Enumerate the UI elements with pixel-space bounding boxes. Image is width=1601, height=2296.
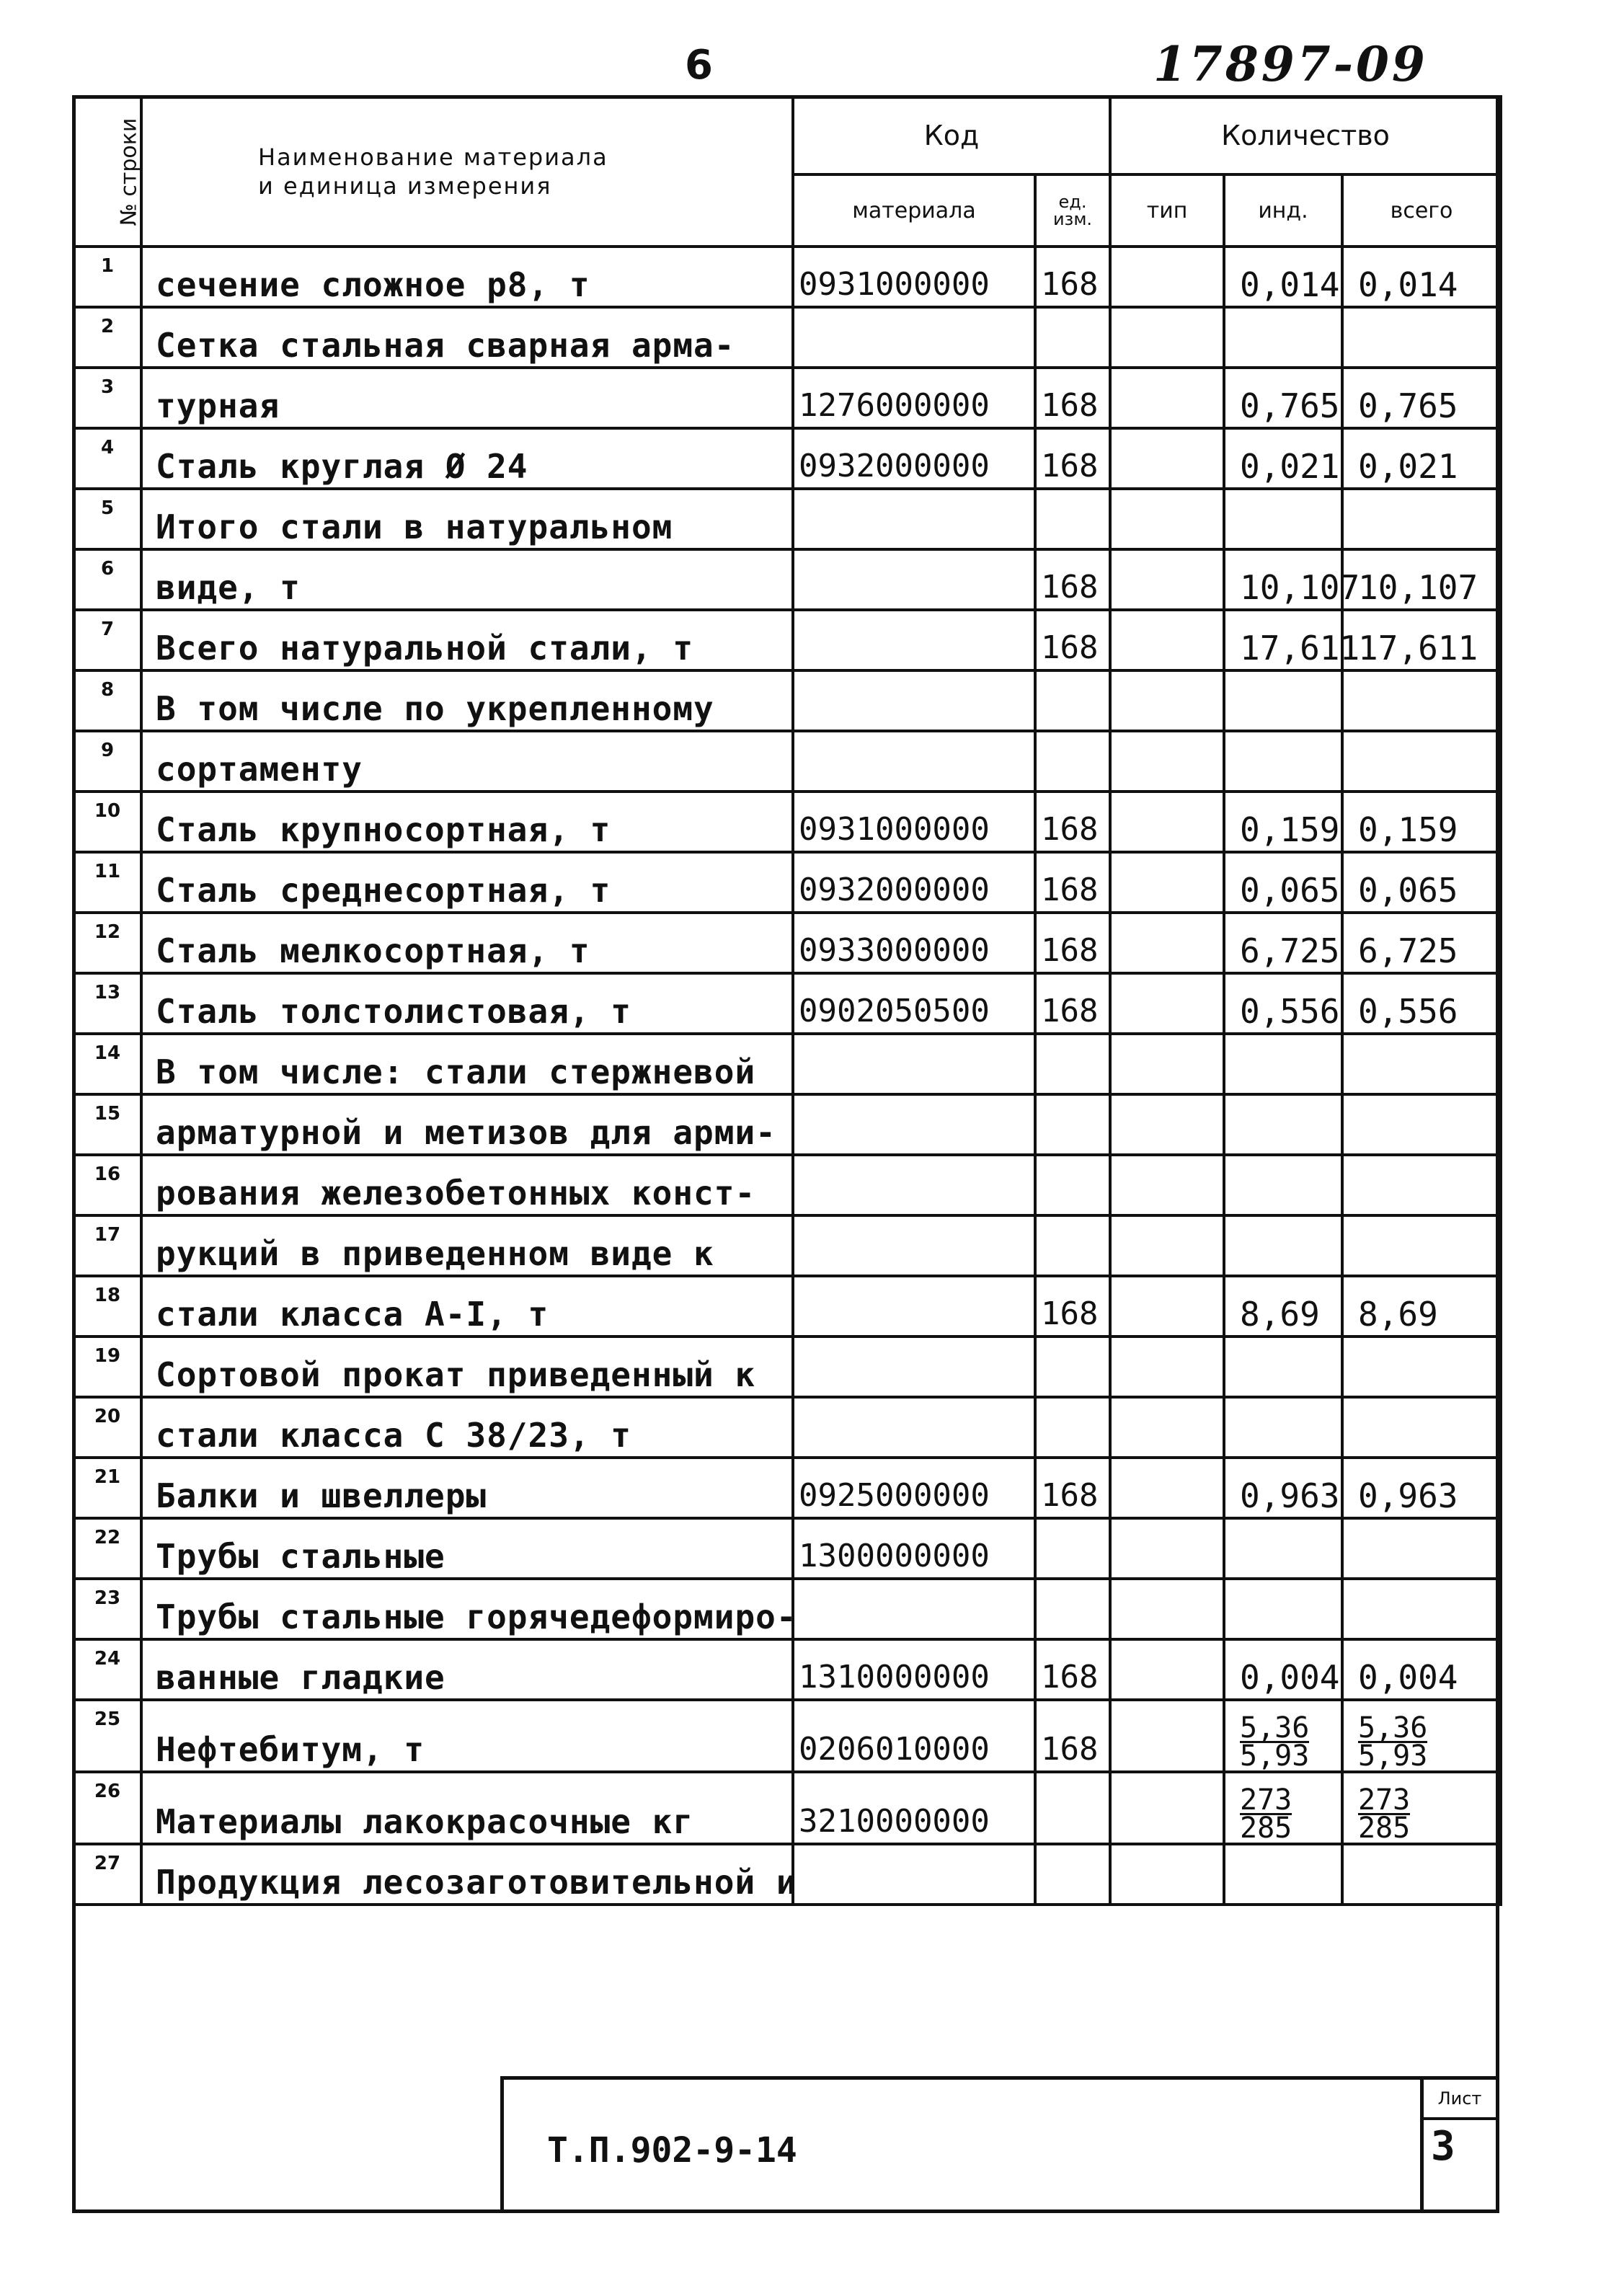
qty-ind-cell xyxy=(1224,1215,1342,1276)
unit-code-cell xyxy=(1035,1094,1110,1155)
unit-code-cell xyxy=(1035,1034,1110,1094)
unit-code-cell xyxy=(1035,1215,1110,1276)
qty-total-cell xyxy=(1342,670,1501,731)
material-code-cell xyxy=(793,1579,1035,1639)
material-name-cell: ванные гладкие xyxy=(141,1639,793,1700)
table-row xyxy=(74,1155,1501,1215)
row-number-cell: 12 xyxy=(74,913,141,973)
qty-total-cell xyxy=(1342,1094,1501,1155)
row-number-cell: 11 xyxy=(74,852,141,913)
row-number-cell: 24 xyxy=(74,1639,141,1700)
document-code: 17897-09 xyxy=(1153,36,1428,92)
qty-total-cell xyxy=(1342,489,1501,549)
qty-ind-cell xyxy=(1224,1034,1342,1094)
qty-ind-cell xyxy=(1224,1337,1342,1397)
material-code-cell xyxy=(793,1844,1035,1905)
table-row xyxy=(74,1337,1501,1397)
material-code-cell: 0902050500 xyxy=(793,973,1035,1034)
material-code-cell xyxy=(793,549,1035,610)
qty-type-cell xyxy=(1110,1397,1224,1458)
qty-total-cell xyxy=(1342,1034,1501,1094)
table-row xyxy=(74,1772,1501,1844)
table-row xyxy=(74,368,1501,428)
qty-type-cell xyxy=(1110,913,1224,973)
qty-ind-cell xyxy=(1224,1518,1342,1579)
material-name-cell: стали класса А-I, т xyxy=(141,1276,793,1337)
material-code-cell: 0932000000 xyxy=(793,852,1035,913)
table-row xyxy=(74,1518,1501,1579)
qty-total-cell xyxy=(1342,1397,1501,1458)
qty-total-cell: 0,014 xyxy=(1342,247,1501,307)
material-name-cell: Сталь круглая Ø 24 xyxy=(141,428,793,489)
qty-total-cell: 0,004 xyxy=(1342,1639,1501,1700)
qty-total-cell xyxy=(1342,731,1501,792)
table-row xyxy=(74,610,1501,670)
row-number-cell: 18 xyxy=(74,1276,141,1337)
qty-type-cell xyxy=(1110,1337,1224,1397)
header-qty-ind: инд. xyxy=(1224,174,1342,247)
row-number-cell: 15 xyxy=(74,1094,141,1155)
row-number-cell: 1 xyxy=(74,247,141,307)
material-code-cell: 1276000000 xyxy=(793,368,1035,428)
unit-code-cell: 168 xyxy=(1035,1458,1110,1518)
qty-ind-cell xyxy=(1224,1155,1342,1215)
unit-code-cell xyxy=(1035,1844,1110,1905)
qty-type-cell xyxy=(1110,1276,1224,1337)
header-row-number: № строки xyxy=(74,97,141,247)
qty-total-cell: 0,963 xyxy=(1342,1458,1501,1518)
qty-ind-cell: 8,69 xyxy=(1224,1276,1342,1337)
material-code-cell: 3210000000 xyxy=(793,1772,1035,1844)
qty-ind-cell xyxy=(1224,489,1342,549)
qty-type-cell xyxy=(1110,731,1224,792)
qty-ind-cell: 0,963 xyxy=(1224,1458,1342,1518)
material-name-cell: Сетка стальная сварная арма- xyxy=(141,307,793,368)
sheet-box xyxy=(1420,2080,1496,2211)
material-code-cell: 0932000000 xyxy=(793,428,1035,489)
header-material-name: Наименование материала и единица измерения xyxy=(141,97,793,247)
material-name-cell: Итого стали в натуральном xyxy=(141,489,793,549)
material-code-cell xyxy=(793,610,1035,670)
qty-ind-cell: 0,556 xyxy=(1224,973,1342,1034)
qty-total-cell xyxy=(1342,1579,1501,1639)
material-code-cell xyxy=(793,1155,1035,1215)
unit-code-cell: 168 xyxy=(1035,792,1110,852)
material-name-cell: турная xyxy=(141,368,793,428)
qty-type-cell xyxy=(1110,307,1224,368)
material-name-cell: В том числе: стали стержневой xyxy=(141,1034,793,1094)
qty-type-cell xyxy=(1110,1155,1224,1215)
qty-total-cell xyxy=(1342,1518,1501,1579)
material-name-cell: Трубы стальные горячедеформиро- xyxy=(141,1579,793,1639)
unit-code-cell xyxy=(1035,670,1110,731)
header-qty-type: тип xyxy=(1110,174,1224,247)
material-name-cell: рования железобетонных конст- xyxy=(141,1155,793,1215)
qty-ind-cell xyxy=(1224,731,1342,792)
row-number-cell: 4 xyxy=(74,428,141,489)
unit-code-cell: 168 xyxy=(1035,913,1110,973)
unit-code-cell: 168 xyxy=(1035,973,1110,1034)
material-code-cell: 0931000000 xyxy=(793,247,1035,307)
row-number-cell: 17 xyxy=(74,1215,141,1276)
material-code-cell xyxy=(793,1034,1035,1094)
qty-total-cell xyxy=(1342,1155,1501,1215)
row-number-cell: 8 xyxy=(74,670,141,731)
material-code-cell xyxy=(793,1397,1035,1458)
material-name-cell: Продукция лесозаготовительной и xyxy=(141,1844,793,1905)
row-number-cell: 6 xyxy=(74,549,141,610)
qty-type-cell xyxy=(1110,1094,1224,1155)
row-number-cell: 21 xyxy=(74,1458,141,1518)
material-code-cell xyxy=(793,1337,1035,1397)
qty-type-cell xyxy=(1110,1700,1224,1772)
material-name-cell: Всего натуральной стали, т xyxy=(141,610,793,670)
table-row xyxy=(74,973,1501,1034)
material-name-cell: сортаменту xyxy=(141,731,793,792)
qty-ind-cell xyxy=(1224,1397,1342,1458)
row-number-cell: 9 xyxy=(74,731,141,792)
material-name-cell: Сталь крупносортная, т xyxy=(141,792,793,852)
table-row xyxy=(74,1215,1501,1276)
qty-total-cell: 10,107 xyxy=(1342,549,1501,610)
material-name-cell: Балки и швеллеры xyxy=(141,1458,793,1518)
material-name-cell: Нефтебитум, т xyxy=(141,1700,793,1772)
qty-type-cell xyxy=(1110,792,1224,852)
qty-ind-cell: 6,725 xyxy=(1224,913,1342,973)
unit-code-cell: 168 xyxy=(1035,610,1110,670)
table-row xyxy=(74,731,1501,792)
unit-code-cell: 168 xyxy=(1035,428,1110,489)
table-row xyxy=(74,1094,1501,1155)
qty-ind-cell: $\frac{273}{285}$ xyxy=(1224,1772,1342,1844)
row-number-cell: 27 xyxy=(74,1844,141,1905)
table-row xyxy=(74,1034,1501,1094)
table-row xyxy=(74,913,1501,973)
row-number-cell: 10 xyxy=(74,792,141,852)
qty-ind-cell xyxy=(1224,1579,1342,1639)
unit-code-cell: 168 xyxy=(1035,247,1110,307)
material-code-cell: 0931000000 xyxy=(793,792,1035,852)
material-code-cell xyxy=(793,489,1035,549)
table-row xyxy=(74,247,1501,307)
qty-type-cell xyxy=(1110,247,1224,307)
table-row xyxy=(74,670,1501,731)
table-row xyxy=(74,1700,1501,1772)
qty-total-cell: 0,065 xyxy=(1342,852,1501,913)
row-number-cell: 25 xyxy=(74,1700,141,1772)
qty-ind-cell xyxy=(1224,1094,1342,1155)
qty-total-cell: 0,765 xyxy=(1342,368,1501,428)
unit-code-cell xyxy=(1035,489,1110,549)
sheet-label: Лист xyxy=(1424,2080,1496,2120)
material-code-cell xyxy=(793,731,1035,792)
unit-code-cell xyxy=(1035,1397,1110,1458)
qty-total-cell: $\frac{5,36}{5,93}$ xyxy=(1342,1700,1501,1772)
header-code-unit: ед. изм. xyxy=(1035,174,1110,247)
qty-total-cell: $\frac{273}{285}$ xyxy=(1342,1772,1501,1844)
qty-type-cell xyxy=(1110,1215,1224,1276)
qty-total-cell xyxy=(1342,1844,1501,1905)
qty-type-cell xyxy=(1110,1518,1224,1579)
qty-ind-cell xyxy=(1224,1844,1342,1905)
unit-code-cell xyxy=(1035,307,1110,368)
row-number-cell: 22 xyxy=(74,1518,141,1579)
materials-table xyxy=(72,95,1502,1906)
qty-ind-cell: 0,159 xyxy=(1224,792,1342,852)
unit-code-cell: 168 xyxy=(1035,1700,1110,1772)
qty-type-cell xyxy=(1110,1772,1224,1844)
table-row xyxy=(74,1639,1501,1700)
qty-total-cell: 0,556 xyxy=(1342,973,1501,1034)
material-name-cell: Сталь толстолистовая, т xyxy=(141,973,793,1034)
qty-type-cell xyxy=(1110,1458,1224,1518)
qty-total-cell: 6,725 xyxy=(1342,913,1501,973)
row-number-cell: 20 xyxy=(74,1397,141,1458)
unit-code-cell: 168 xyxy=(1035,549,1110,610)
row-number-cell: 3 xyxy=(74,368,141,428)
table-row xyxy=(74,1458,1501,1518)
qty-type-cell xyxy=(1110,1639,1224,1700)
qty-ind-cell: 10,107 xyxy=(1224,549,1342,610)
qty-type-cell xyxy=(1110,1034,1224,1094)
qty-ind-cell: 0,014 xyxy=(1224,247,1342,307)
material-code-cell xyxy=(793,1276,1035,1337)
table-row xyxy=(74,1844,1501,1905)
header-code-material: материала xyxy=(793,174,1035,247)
material-code-cell xyxy=(793,307,1035,368)
qty-total-cell: 8,69 xyxy=(1342,1276,1501,1337)
table-row xyxy=(74,852,1501,913)
qty-total-cell xyxy=(1342,307,1501,368)
material-name-cell: арматурной и метизов для арми- xyxy=(141,1094,793,1155)
qty-total-cell: 0,021 xyxy=(1342,428,1501,489)
qty-type-cell xyxy=(1110,549,1224,610)
material-code-cell: 0925000000 xyxy=(793,1458,1035,1518)
qty-ind-cell: 0,021 xyxy=(1224,428,1342,489)
unit-code-cell: 168 xyxy=(1035,1639,1110,1700)
qty-type-cell xyxy=(1110,1579,1224,1639)
row-number-cell: 7 xyxy=(74,610,141,670)
row-number-cell: 2 xyxy=(74,307,141,368)
unit-code-cell: 168 xyxy=(1035,368,1110,428)
material-name-cell: В том числе по укрепленному xyxy=(141,670,793,731)
material-name-cell: Сталь мелкосортная, т xyxy=(141,913,793,973)
unit-code-cell: 168 xyxy=(1035,1276,1110,1337)
qty-type-cell xyxy=(1110,428,1224,489)
table-row xyxy=(74,1276,1501,1337)
qty-total-cell xyxy=(1342,1215,1501,1276)
material-code-cell xyxy=(793,670,1035,731)
qty-ind-cell: 0,065 xyxy=(1224,852,1342,913)
qty-type-cell xyxy=(1110,973,1224,1034)
table-row xyxy=(74,1397,1501,1458)
sheet-number: 3 xyxy=(1431,2123,1455,2170)
unit-code-cell xyxy=(1035,1579,1110,1639)
qty-type-cell xyxy=(1110,368,1224,428)
project-designation: Т.П.902-9-14 xyxy=(547,2130,797,2171)
row-number-cell: 5 xyxy=(74,489,141,549)
row-number-cell: 26 xyxy=(74,1772,141,1844)
table-row xyxy=(74,549,1501,610)
qty-ind-cell: $\frac{5,36}{5,93}$ xyxy=(1224,1700,1342,1772)
table-row xyxy=(74,792,1501,852)
table-row xyxy=(74,428,1501,489)
material-code-cell: 1310000000 xyxy=(793,1639,1035,1700)
qty-total-cell xyxy=(1342,1337,1501,1397)
material-name-cell: Сортовой прокат приведенный к xyxy=(141,1337,793,1397)
row-number-cell: 14 xyxy=(74,1034,141,1094)
qty-total-cell: 0,159 xyxy=(1342,792,1501,852)
qty-total-cell: 17,611 xyxy=(1342,610,1501,670)
qty-type-cell xyxy=(1110,670,1224,731)
qty-type-cell xyxy=(1110,852,1224,913)
row-number-cell: 23 xyxy=(74,1579,141,1639)
unit-code-cell xyxy=(1035,731,1110,792)
qty-ind-cell: 17,611 xyxy=(1224,610,1342,670)
unit-code-cell xyxy=(1035,1518,1110,1579)
title-block xyxy=(500,2076,1499,2213)
material-name-cell: сечение сложное р8, т xyxy=(141,247,793,307)
material-code-cell: 1300000000 xyxy=(793,1518,1035,1579)
table-row xyxy=(74,1579,1501,1639)
header-qty-total: всего xyxy=(1342,174,1501,247)
qty-ind-cell: 0,765 xyxy=(1224,368,1342,428)
header-quantity: Количество xyxy=(1110,97,1501,174)
qty-ind-cell xyxy=(1224,670,1342,731)
header-code: Код xyxy=(793,97,1110,174)
material-name-cell: стали класса С 38/23, т xyxy=(141,1397,793,1458)
material-name-cell: Сталь среднесортная, т xyxy=(141,852,793,913)
qty-ind-cell: 0,004 xyxy=(1224,1639,1342,1700)
table-row xyxy=(74,489,1501,549)
material-name-cell: виде, т xyxy=(141,549,793,610)
material-code-cell: 0206010000 xyxy=(793,1700,1035,1772)
material-code-cell xyxy=(793,1215,1035,1276)
qty-ind-cell xyxy=(1224,307,1342,368)
material-code-cell: 0933000000 xyxy=(793,913,1035,973)
page-number: 6 xyxy=(685,42,713,89)
qty-type-cell xyxy=(1110,610,1224,670)
unit-code-cell xyxy=(1035,1337,1110,1397)
material-name-cell: рукций в приведенном виде к xyxy=(141,1215,793,1276)
row-number-cell: 19 xyxy=(74,1337,141,1397)
row-number-cell: 16 xyxy=(74,1155,141,1215)
qty-type-cell xyxy=(1110,489,1224,549)
material-code-cell xyxy=(793,1094,1035,1155)
qty-type-cell xyxy=(1110,1844,1224,1905)
material-name-cell: Трубы стальные xyxy=(141,1518,793,1579)
row-number-cell: 13 xyxy=(74,973,141,1034)
unit-code-cell xyxy=(1035,1772,1110,1844)
table-row xyxy=(74,307,1501,368)
unit-code-cell: 168 xyxy=(1035,852,1110,913)
unit-code-cell xyxy=(1035,1155,1110,1215)
material-name-cell: Материалы лакокрасочные кг xyxy=(141,1772,793,1844)
